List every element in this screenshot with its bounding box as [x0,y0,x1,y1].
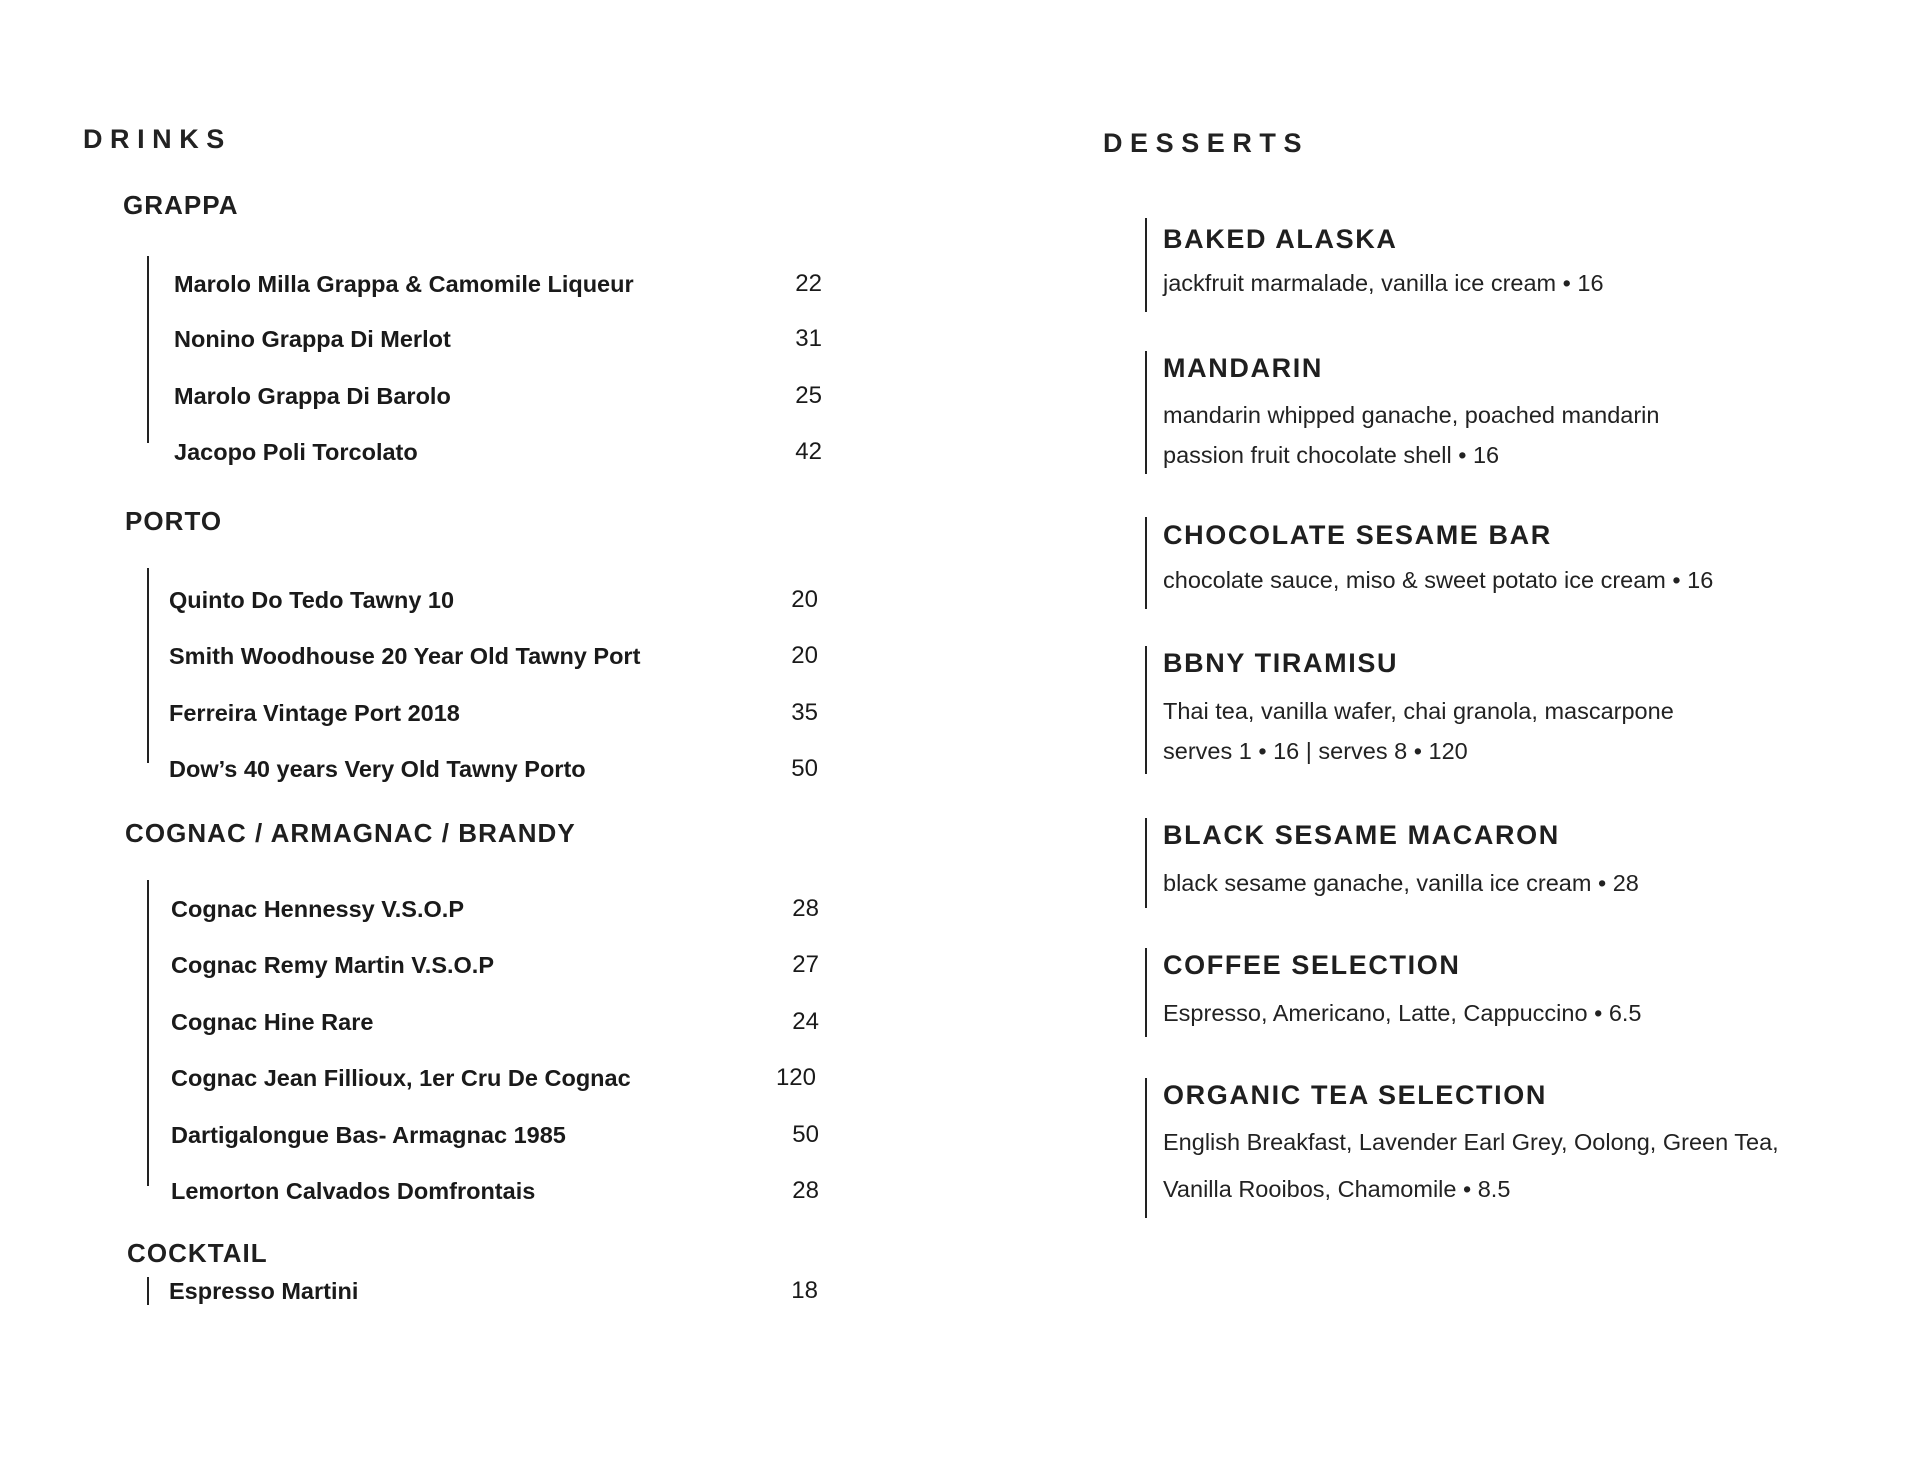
dessert-title: ORGANIC TEA SELECTION [1163,1080,1548,1110]
drink-name: Ferreira Vintage Port 2018 [169,700,460,726]
dessert-item [1145,646,1863,774]
dessert-title: MANDARIN [1163,353,1323,383]
drink-name: Cognac Remy Martin V.S.O.P [171,952,494,978]
dessert-title: BBNY TIRAMISU [1163,648,1399,678]
drink-price: 50 [791,755,818,782]
drink-price: 120 [775,1064,816,1091]
drink-name: Espresso Martini [169,1278,359,1304]
drink-price: 50 [792,1121,819,1148]
drink-name: Smith Woodhouse 20 Year Old Tawny Port [169,643,641,669]
drinks-heading: DRINKS [83,124,232,154]
drink-item [149,749,818,789]
drink-price: 27 [792,951,819,978]
drink-item [149,945,819,985]
drink-name: Cognac Hennessy V.S.O.P [171,896,464,922]
drink-name: Dartigalongue Bas- Armagnac 1985 [171,1122,566,1148]
drink-price: 22 [795,270,822,297]
drink-item [149,889,819,929]
dessert-item [1145,948,1863,1037]
drink-name: Marolo Grappa Di Barolo [174,383,451,409]
dessert-item [1145,351,1863,474]
drink-item [149,376,822,416]
drink-price: 25 [795,382,822,409]
drink-name: Marolo Milla Grappa & Camomile Liqueur [174,271,634,297]
dessert-title: COFFEE SELECTION [1163,950,1461,980]
drink-item [149,1058,819,1098]
dessert-title: BAKED ALASKA [1163,224,1398,254]
dessert-description: chocolate sauce, miso & sweet potato ice cream • 16 [1163,567,1714,593]
dessert-item [1145,1078,1863,1218]
dessert-item [1145,218,1863,312]
item-list [147,1277,818,1305]
drink-price: 31 [795,325,822,352]
drink-item [149,1171,819,1211]
drink-name: Cognac Jean Fillioux, 1er Cru De Cognac [171,1065,631,1091]
drink-price: 20 [791,586,818,613]
section-title: COGNAC / ARMAGNAC / BRANDY [125,818,576,848]
drink-price: 28 [792,1177,819,1204]
drink-price: 24 [792,1008,819,1035]
dessert-description: serves 1 • 16 | serves 8 • 120 [1163,738,1468,764]
item-list [147,880,819,1204]
drink-price: 35 [791,699,818,726]
drink-price: 20 [791,642,818,669]
dessert-item [1145,517,1863,609]
section-title: COCKTAIL [127,1238,268,1268]
drink-name: Lemorton Calvados Domfrontais [171,1178,536,1204]
dessert-description: mandarin whipped ganache, poached mandarin [1163,402,1660,428]
dessert-description: English Breakfast, Lavender Earl Grey, Oolong, Green Tea, [1163,1129,1779,1155]
drink-name: Jacopo Poli Torcolato [174,439,418,465]
item-list [147,256,822,465]
drink-item [149,432,822,472]
dessert-description: Thai tea, vanilla wafer, chai granola, mascarpone [1163,698,1674,724]
item-list [147,568,818,782]
drink-item [149,264,822,304]
drink-item [149,693,818,733]
dessert-description: jackfruit marmalade, vanilla ice cream • 16 [1163,270,1604,296]
dessert-description: Vanilla Rooibos, Chamomile • 8.5 [1163,1176,1511,1202]
drink-name: Nonino Grappa Di Merlot [174,326,451,352]
drink-item [149,1271,818,1311]
drink-item [149,319,822,359]
dessert-description: passion fruit chocolate shell • 16 [1163,442,1500,468]
section-title: PORTO [125,506,223,536]
drink-item [149,636,818,676]
dessert-description: black sesame ganache, vanilla ice cream • 28 [1163,870,1639,896]
drink-item [149,580,818,620]
drink-name: Cognac Hine Rare [171,1009,374,1035]
section-title: GRAPPA [123,190,239,220]
dessert-title: BLACK SESAME MACARON [1163,820,1560,850]
drink-name: Dow’s 40 years Very Old Tawny Porto [169,756,586,782]
drink-price: 28 [792,895,819,922]
drink-item [149,1115,819,1155]
dessert-description: Espresso, Americano, Latte, Cappuccino • 6.5 [1163,1000,1642,1026]
drink-price: 42 [795,438,822,465]
drink-item [149,1002,819,1042]
desserts-heading: DESSERTS [1103,128,1310,158]
dessert-item [1145,818,1863,908]
dessert-title: CHOCOLATE SESAME BAR [1163,520,1552,550]
drink-price: 18 [791,1277,818,1304]
drink-name: Quinto Do Tedo Tawny 10 [169,587,455,613]
